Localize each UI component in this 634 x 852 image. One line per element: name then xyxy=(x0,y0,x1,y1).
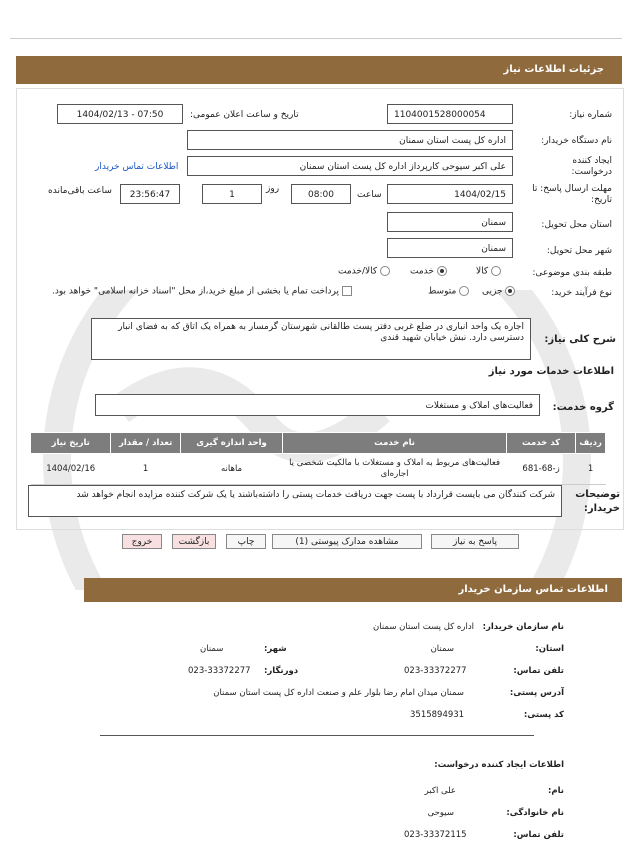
province-label: استان محل تحویل: xyxy=(541,220,612,230)
col-name: نام خدمت xyxy=(283,433,507,454)
cell-unit: ماهانه xyxy=(180,454,282,485)
cell-code: ز-68-681 xyxy=(506,454,575,485)
creator-field: علی اکبر سیوحی کارپرداز اداره کل پست استان سمنان xyxy=(187,156,513,176)
cell-date: 1404/02/16 xyxy=(31,454,111,485)
creator-phone-value: 023-33372115 xyxy=(404,830,467,840)
remaining-time-field: 23:56:47 xyxy=(120,184,180,204)
contact-org-value: اداره کل پست استان سمنان xyxy=(373,622,474,632)
payment-checkbox-row[interactable]: پرداخت تمام یا بخشی از مبلغ خرید،از محل "اسناد خزانه اسلامی" خواهد بود. xyxy=(52,286,352,297)
description-label: شرح کلی نیاز: xyxy=(544,334,616,345)
category-option-service[interactable]: خدمت xyxy=(410,266,447,277)
contact-address-label: آدرس پستی: xyxy=(509,688,564,698)
remaining-label: ساعت باقی‌مانده xyxy=(48,186,112,196)
cell-row: 1 xyxy=(576,454,606,485)
contact-phone-value: 023-33372277 xyxy=(404,666,467,676)
creator-name-value: علی اکبر xyxy=(424,786,456,796)
process-option-partial[interactable]: جزیی xyxy=(482,286,515,297)
services-table xyxy=(30,432,606,485)
radio-goods[interactable] xyxy=(491,266,501,276)
contact-section-title: اطلاعات تماس سازمان خریدار xyxy=(458,584,608,595)
col-unit: واحد اندازه گیری xyxy=(180,433,282,454)
province-field: سمنان xyxy=(387,212,513,232)
radio-both[interactable] xyxy=(380,266,390,276)
creator-name-label: نام: xyxy=(547,786,564,796)
need-number-label: شماره نیاز: xyxy=(569,110,612,120)
cell-name: فعالیت‌های مربوط به املاک و مستغلات با مالکیت شخصی یا اجاره‌ای xyxy=(283,454,507,485)
buyer-org-label: نام دستگاه خریدار: xyxy=(541,136,612,146)
contact-postcode-value: 3515894931 xyxy=(410,710,465,720)
days-field: 1 xyxy=(202,184,262,204)
table-header-row xyxy=(31,433,606,454)
contact-section-header xyxy=(84,578,622,602)
contact-city-label: شهر: xyxy=(264,644,287,654)
col-qty: تعداد / مقدار xyxy=(111,433,180,454)
deadline-label: مهلت ارسال پاسخ: تا تاریخ: xyxy=(532,184,612,205)
contact-fax-label: دورنگار: xyxy=(264,666,299,676)
attachments-button[interactable]: مشاهده مدارک پیوستی (1) xyxy=(272,534,422,549)
need-number-field: 1104001528000054 xyxy=(387,104,513,124)
announce-label: تاریخ و ساعت اعلان عمومی: xyxy=(190,110,299,120)
contact-postcode-label: کد پستی: xyxy=(523,710,564,720)
creator-info-title: اطلاعات ایجاد کننده درخواست: xyxy=(434,760,564,770)
creator-family-label: نام خانوادگی: xyxy=(506,808,564,818)
back-button[interactable]: بازگشت xyxy=(172,534,216,549)
col-code: کد خدمت xyxy=(506,433,575,454)
contact-phone-label: تلفن تماس: xyxy=(513,666,564,676)
notes-label: توضیحات خریدار: xyxy=(575,489,620,514)
process-label: نوع فرآیند خرید: xyxy=(551,288,612,298)
creator-label: ایجاد کننده درخواست: xyxy=(571,156,612,177)
col-date: تاریخ نیاز xyxy=(31,433,111,454)
services-title: اطلاعات خدمات مورد نیاز xyxy=(488,366,614,377)
announce-field: 1404/02/13 - 07:50 xyxy=(57,104,183,124)
category-label: طبقه بندی موضوعی: xyxy=(532,268,612,278)
contact-divider xyxy=(100,735,534,736)
creator-family-value: سیوحی xyxy=(427,808,454,818)
city-label: شهر محل تحویل: xyxy=(546,246,612,256)
deadline-date-field: 1404/02/15 xyxy=(387,184,513,204)
col-row: ردیف xyxy=(576,433,606,454)
description-box: اجاره یک واحد انباری در ضلع غربی دفتر پست طالقانی شهرستان گرمسار به همراه یک اتاق که به فضای انبار دسترسی دارد. نبش خیابان شهید قندی xyxy=(91,318,531,360)
deadline-time-field: 08:00 xyxy=(291,184,351,204)
process-option-medium[interactable]: متوسط xyxy=(428,286,469,297)
cell-qty: 1 xyxy=(111,454,180,485)
table-row xyxy=(31,454,606,485)
creator-phone-label: تلفن تماس: xyxy=(513,830,564,840)
deadline-time-label: ساعت xyxy=(357,190,382,200)
category-option-both[interactable]: کالا/خدمت xyxy=(338,266,390,277)
exit-button[interactable]: خروج xyxy=(122,534,162,549)
top-divider xyxy=(10,38,622,39)
category-option-goods[interactable]: کالا xyxy=(476,266,501,277)
buyer-org-field: اداره کل پست استان سمنان xyxy=(187,130,513,150)
contact-province-value: سمنان xyxy=(430,644,454,654)
contact-info-link[interactable]: اطلاعات تماس خریدار xyxy=(95,162,179,172)
page-header xyxy=(16,56,622,84)
radio-service[interactable] xyxy=(437,266,447,276)
service-group-field: فعالیت‌های املاک و مستغلات xyxy=(95,394,540,416)
contact-fax-value: 023-33372277 xyxy=(188,666,251,676)
contact-province-label: استان: xyxy=(535,644,564,654)
radio-medium[interactable] xyxy=(459,286,469,296)
reply-button[interactable]: پاسخ به نیاز xyxy=(431,534,519,549)
radio-partial[interactable] xyxy=(505,286,515,296)
notes-box: شرکت کنندگان می بایست قرارداد با پست جهت دریافت خدمات پستی را داشته‌باشند یا یک شرکت کننده مزایده انجام خواهد شد xyxy=(28,485,562,517)
service-group-label: گروه خدمت: xyxy=(552,402,614,413)
city-field: سمنان xyxy=(387,238,513,258)
contact-city-value: سمنان xyxy=(200,644,224,654)
page-title: جزئیات اطلاعات نیاز xyxy=(503,64,604,75)
contact-address-value: سمنان میدان امام رضا بلوار علم و صنعت اداره کل پست استان سمنان xyxy=(213,688,464,698)
days-label: روز xyxy=(266,184,280,194)
contact-org-label: نام سازمان خریدار: xyxy=(482,622,564,632)
print-button[interactable]: چاپ xyxy=(226,534,266,549)
payment-checkbox[interactable] xyxy=(342,286,352,296)
